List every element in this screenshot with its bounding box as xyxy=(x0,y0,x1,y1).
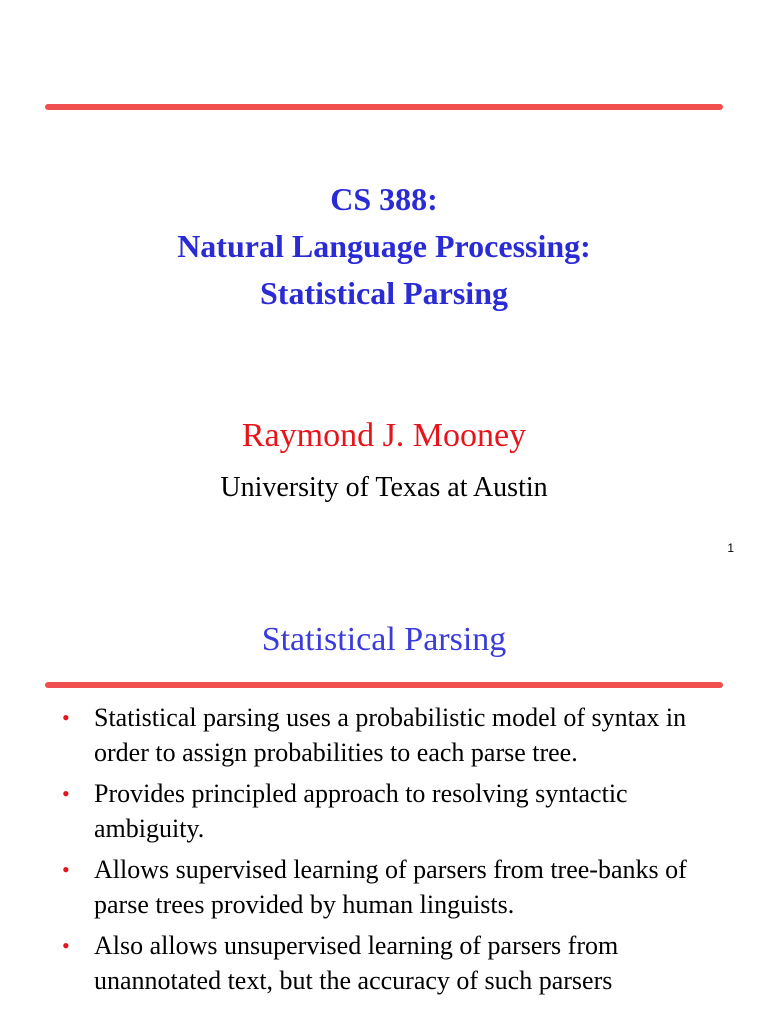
bullet-icon: • xyxy=(62,781,70,806)
slide-2 xyxy=(0,576,768,1024)
slide-title: Statistical Parsing xyxy=(261,621,507,658)
bullet-item xyxy=(62,852,722,922)
bullet-text: Allows supervised learning of parsers from tree-banks of parse trees provided by human linguists. xyxy=(94,855,687,919)
lecture-topic: Statistical Parsing xyxy=(260,275,508,311)
bullet-item xyxy=(62,776,722,846)
page-number: 1 xyxy=(727,541,734,555)
course-name: Natural Language Processing: xyxy=(177,228,591,264)
bullet-item xyxy=(62,700,722,770)
bullet-icon: • xyxy=(62,857,70,882)
bullet-icon: • xyxy=(62,933,70,958)
bullet-item xyxy=(62,928,722,998)
bullet-text: Also allows unsupervised learning of parsers from unannotated text, but the accuracy of such parsers xyxy=(94,931,619,995)
title-rule xyxy=(45,682,723,688)
top-rule xyxy=(45,104,723,110)
bullet-list xyxy=(62,700,722,1004)
bullet-text: Statistical parsing uses a probabilistic model of syntax in order to assign probabilities to each parse tree. xyxy=(94,703,687,767)
bullet-icon: • xyxy=(62,705,70,730)
course-code: CS 388: xyxy=(330,181,438,217)
slide-title-block xyxy=(0,176,768,317)
affiliation: University of Texas at Austin xyxy=(220,472,548,503)
author-name: Raymond J. Mooney xyxy=(241,417,527,454)
bullet-text: Provides principled approach to resolving syntactic ambiguity. xyxy=(94,779,628,843)
